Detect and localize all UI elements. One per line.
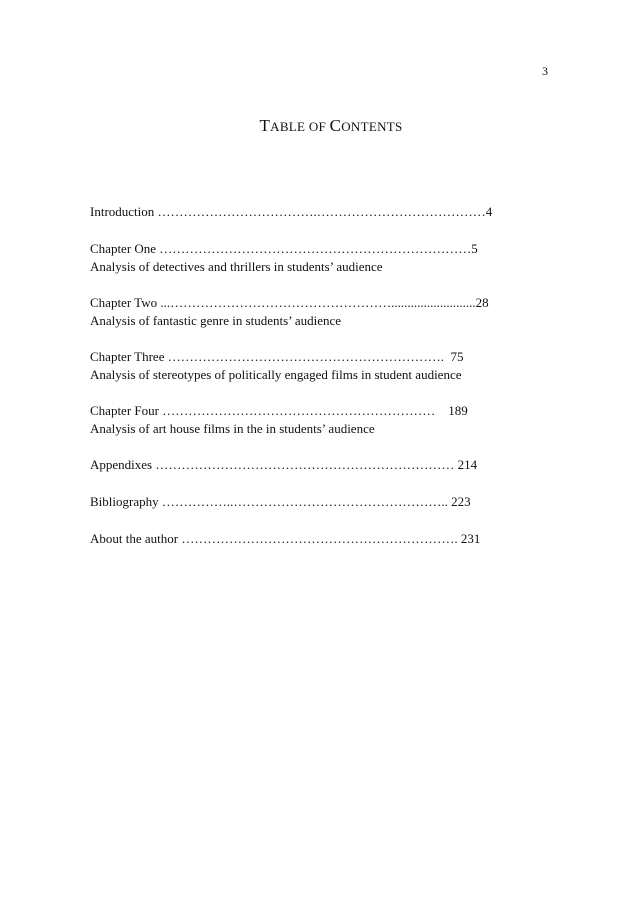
toc-entry-line: Chapter One ………………………………………………………………5 bbox=[90, 241, 478, 256]
page-title bbox=[0, 116, 638, 136]
toc-entry-chapter-four bbox=[90, 401, 560, 437]
toc-entry-bibliography bbox=[90, 492, 560, 511]
title-capital-t: T bbox=[259, 116, 271, 135]
toc-entry-line: Bibliography ……………..………………………………………….. 223 bbox=[90, 494, 471, 509]
toc-entry-chapter-three bbox=[90, 347, 560, 383]
toc-entry-about-the-author bbox=[90, 529, 560, 548]
title-smallcaps-1: ABLE OF bbox=[270, 119, 330, 134]
toc-entry-subtitle: Analysis of art house films in the in students’ audience bbox=[90, 421, 375, 436]
toc-entry-chapter-two bbox=[90, 293, 560, 329]
toc-entry-line: Introduction ……………………………….…………………………………4 bbox=[90, 204, 493, 219]
toc-entry-line: Chapter Two ...……………………………………………..........................28 bbox=[90, 295, 489, 310]
toc-entry-line: Chapter Four ……………………………………………………… 189 bbox=[90, 403, 468, 418]
toc-entry-subtitle: Analysis of stereotypes of politically engaged films in student audience bbox=[90, 367, 462, 382]
page-number: 3 bbox=[542, 64, 548, 78]
toc-entry-line: Chapter Three ………………………………………………………. 75 bbox=[90, 349, 464, 364]
toc-entry-chapter-one bbox=[90, 239, 560, 275]
title-capital-c: C bbox=[329, 116, 342, 135]
toc-entry-appendixes bbox=[90, 455, 560, 474]
toc-entry-subtitle: Analysis of detectives and thrillers in students’ audience bbox=[90, 259, 383, 274]
table-of-contents bbox=[90, 202, 560, 566]
toc-entry-line: About the author ………………………………………………………. 231 bbox=[90, 531, 481, 546]
toc-entry-subtitle: Analysis of fantastic genre in students’ audience bbox=[90, 313, 342, 328]
toc-entry-line: Appendixes …………………………………………………………… 214 bbox=[90, 457, 478, 472]
title-smallcaps-2: ONTENTS bbox=[341, 119, 403, 134]
toc-entry-introduction bbox=[90, 202, 560, 221]
